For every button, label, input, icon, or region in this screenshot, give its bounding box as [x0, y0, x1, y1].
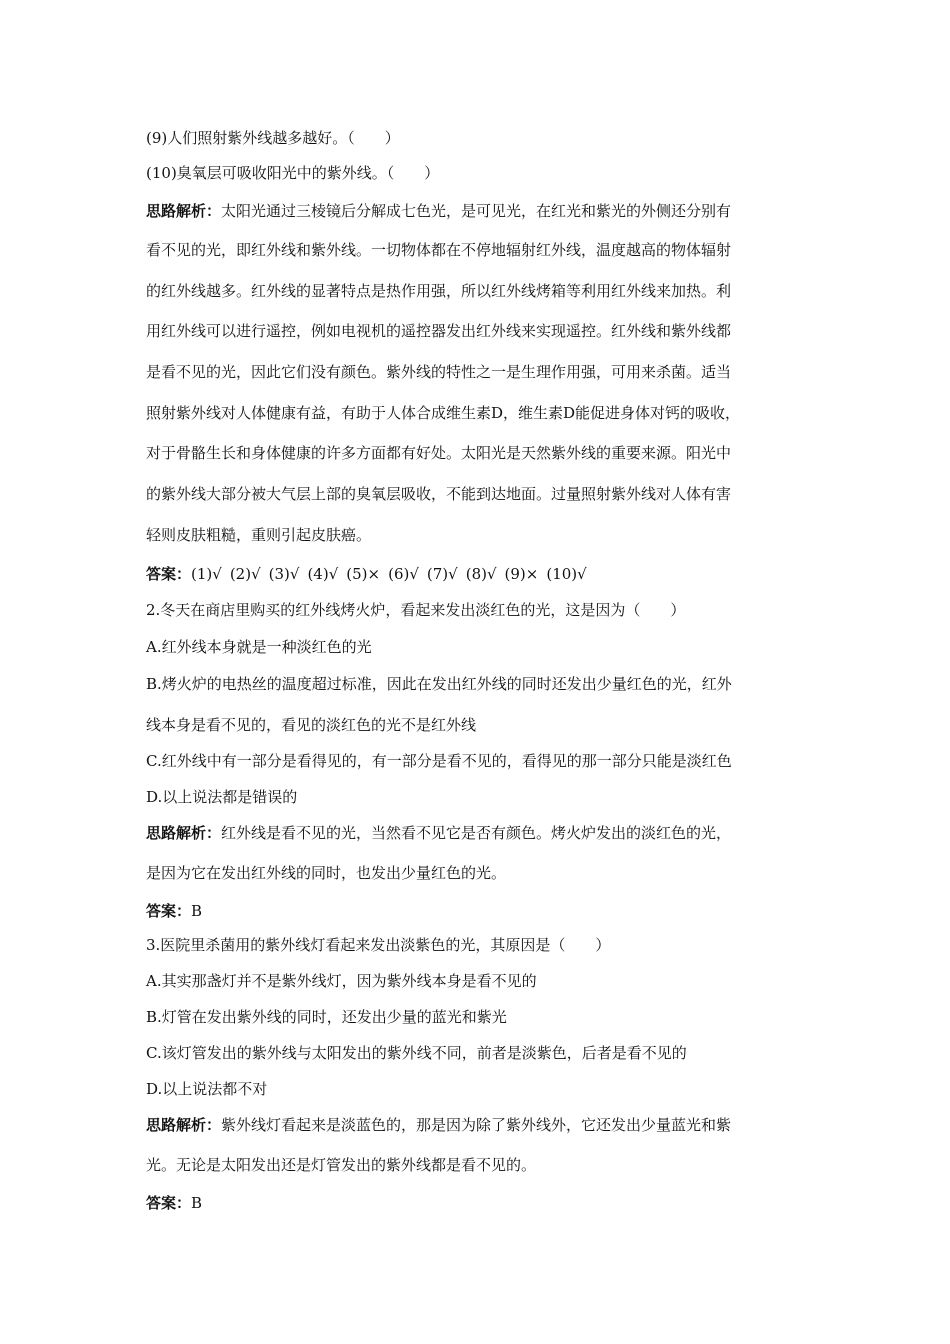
analysis-1-line-4: 用红外线可以进行遥控，例如电视机的遥控器发出红外线来实现遥控。红外线和紫外线都: [146, 322, 732, 340]
answer-label: 答案：: [146, 902, 192, 920]
analysis-2-line-2: 是因为它在发出红外线的同时，也发出少量红色的光。: [146, 864, 507, 882]
answer-item: (4)√: [307, 565, 339, 583]
analysis-2-line-1: 思路解析：红外线是看不见的光，当然看不见它是否有颜色。烤火炉发出的淡红色的光，: [146, 824, 732, 842]
question-2-option-d: D.以上说法都是错误的: [146, 788, 298, 806]
question-3-stem: 3.医院里杀菌用的紫外线灯看起来发出淡紫色的光，其原因是（ ）: [146, 936, 611, 954]
analysis-1-line-6: 照射紫外线对人体健康有益，有助于人体合成维生素D，维生素D能促进身体对钙的吸收，: [146, 404, 741, 422]
answer-item: (8)√: [465, 565, 497, 583]
question-3-option-a: A.其实那盏灯并不是紫外线灯，因为紫外线本身是看不见的: [146, 972, 537, 990]
question-3-option-d: D.以上说法都不对: [146, 1080, 268, 1098]
answer-item: (3)√: [268, 565, 300, 583]
answer-item: (9)×: [504, 565, 539, 583]
question-2-option-b-cont: 线本身是看不见的，看见的淡红色的光不是红外线: [146, 716, 477, 734]
question-2-option-a: A.红外线本身就是一种淡红色的光: [146, 638, 372, 656]
analysis-1-line-2: 看不见的光，即红外线和紫外线。一切物体都在不停地辐射红外线，温度越高的物体辐射: [146, 241, 732, 259]
question-2-option-b: B.烤火炉的电热丝的温度超过标准，因此在发出红外线的同时还发出少量红色的光，红外: [146, 675, 732, 693]
answer-item: (2)√: [229, 565, 261, 583]
answer-item: (6)√: [388, 565, 419, 583]
answer-1-row: [146, 564, 587, 584]
question-3-option-c: C.该灯管发出的紫外线与太阳发出的紫外线不同，前者是淡紫色，后者是看不见的: [146, 1044, 687, 1062]
analysis-3-line-2: 光。无论是太阳发出还是灯管发出的紫外线都是看不见的。: [146, 1156, 537, 1174]
question-3-option-b: B.灯管在发出紫外线的同时，还发出少量的蓝光和紫光: [146, 1008, 507, 1026]
question-2-stem: 2.冬天在商店里购买的红外线烤火炉，看起来发出淡红色的光，这是因为（ ）: [146, 601, 686, 619]
answer-value: B: [191, 1194, 203, 1212]
analysis-1-line-9: 轻则皮肤粗糙，重则引起皮肤癌。: [146, 526, 372, 544]
analysis-1-line-5: 是看不见的光，因此它们没有颜色。紫外线的特性之一是生理作用强，可用来杀菌。适当: [146, 363, 732, 381]
answer-value: B: [191, 902, 203, 920]
answer-item: (1)√: [191, 565, 222, 583]
analysis-1-line-3: 的红外线越多。红外线的显著特点是热作用强，所以红外线烤箱等利用红外线来加热。利: [146, 282, 732, 300]
analysis-1-line-1: 思路解析：太阳光通过三棱镜后分解成七色光，是可见光，在红光和紫光的外侧还分别有: [146, 202, 732, 220]
question-item-10: (10)臭氧层可吸收阳光中的紫外线。（ ）: [146, 164, 440, 182]
answer-3-row: [146, 1193, 202, 1213]
question-2-option-c: C.红外线中有一部分是看得见的，有一部分是看不见的，看得见的那一部分只能是淡红色: [146, 752, 732, 770]
question-item-9: (9)人们照射紫外线越多越好。（ ）: [146, 129, 400, 147]
answer-item: (10)√: [546, 565, 587, 583]
answer-label: 答案：: [146, 1194, 192, 1212]
analysis-1-line-8: 的紫外线大部分被大气层上部的臭氧层吸收，不能到达地面。过量照射紫外线对人体有害: [146, 485, 732, 503]
answer-item: (5)×: [346, 565, 381, 583]
analysis-3-line-1: 思路解析：紫外线灯看起来是淡蓝色的，那是因为除了紫外线外，它还发出少量蓝光和紫: [146, 1116, 732, 1134]
analysis-label: 思路解析：: [146, 1116, 222, 1134]
analysis-label: 思路解析：: [146, 202, 222, 220]
answer-2-row: [146, 901, 202, 921]
answer-item: (7)√: [426, 565, 458, 583]
analysis-label: 思路解析：: [146, 824, 222, 842]
answer-label: 答案：: [146, 565, 192, 583]
analysis-1-line-7: 对于骨骼生长和身体健康的许多方面都有好处。太阳光是天然紫外线的重要来源。阳光中: [146, 444, 732, 462]
